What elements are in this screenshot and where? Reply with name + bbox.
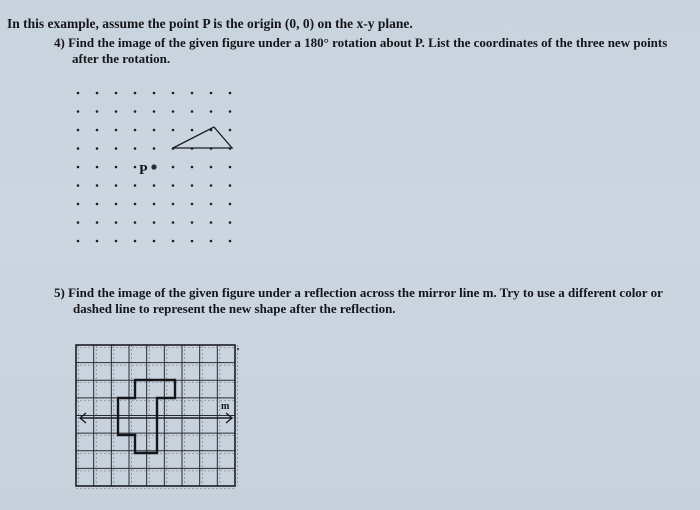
question-4-text-line2: after the rotation.: [72, 51, 171, 66]
question-5-text-line2: dashed line to represent the new shape after the reflection.: [73, 301, 396, 316]
question-5-text-line1: 5) Find the image of the given figure under a reflection across the mirror line m. Try to use a different color or: [54, 285, 663, 300]
intro-instruction: In this example, assume the point P is the origin (0, 0) on the x-y plane.: [7, 16, 413, 31]
point-p-label: P: [139, 163, 148, 178]
question-4-text-line1: 4) Find the image of the given figure under a 180° rotation about P. List the coordinates of the three new points: [54, 35, 668, 50]
mirror-line-label: m: [221, 401, 230, 412]
grid-corner-dot: [237, 348, 239, 350]
